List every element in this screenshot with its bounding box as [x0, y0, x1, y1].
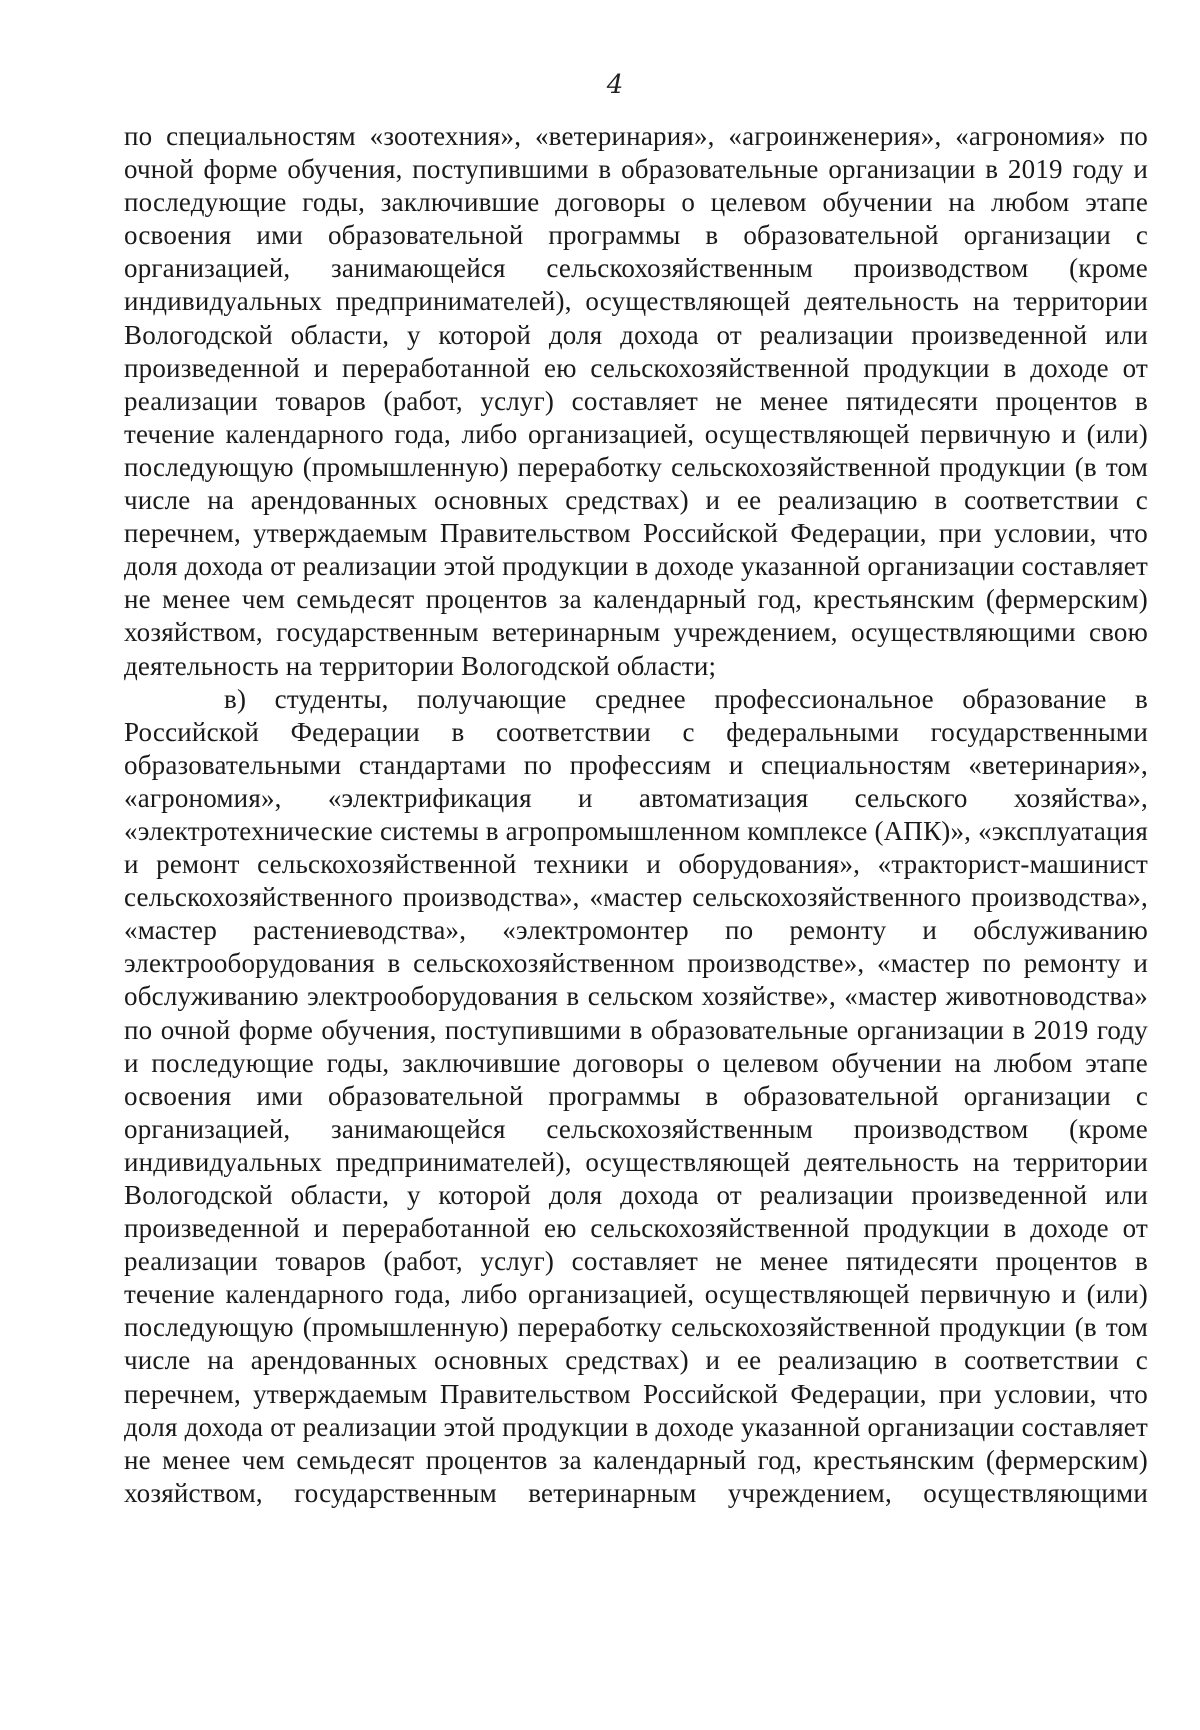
document-body [124, 120, 1148, 1510]
paragraph-item-v: в) студенты, получающие среднее профессиональное образование в Российской Федерации в соответствии с федеральными государственными образовательными стандартами по профессиям и специальностям «ветеринария», «агрономия», «электрификация и автоматизация сельского хозяйства», «электротехнические системы в агропромышленном комплексе (АПК)», «эксплуатация и ремонт сельскохозяйственной техники и оборудования», «тракторист-машинист сельскохозяйственного производства», «мастер сельскохозяйственного производства», «мастер растениеводства», «электромонтер по ремонту и обслуживанию электрооборудования в сельскохозяйственном производстве», «мастер по ремонту и обслуживанию электрооборудования в сельском хозяйстве», «мастер животноводства» по очной форме обучения, поступившими в образовательные организации в 2019 году и последующие годы, заключившие договоры о целевом обучении на любом этапе освоения ими образовательной программы в образовательной организации с организацией, занимающейся сельскохозяйственным производством (кроме индивидуальных предпринимателей), осуществляющей деятельность на территории Вологодской области, у которой доля дохода от реализации произведенной или произведенной и переработанной ею сельскохозяйственной продукции в доходе от реализации товаров (работ, услуг) составляет не менее пятидесяти процентов в течение календарного года, либо организацией, осуществляющей первичную и (или) последующую (промышленную) переработку сельскохозяйственной продукции (в том числе на арендованных основных средствах) и ее реализацию в соответствии с перечнем, утверждаемым Правительством Российской Федерации, при условии, что доля дохода от реализации этой продукции в доходе указанной организации составляет не менее чем семьдесят процентов за календарный год, крестьянским (фермерским) хозяйством, государственным ветеринарным учреждением, осуществляющими [124, 683, 1148, 1508]
paragraph-continuation: по специальностям «зоотехния», «ветеринария», «агроинженерия», «агрономия» по очной форме обучения, поступившими в образовательные организации в 2019 году и последующие годы, заключившие договоры о целевом обучении на любом этапе освоения ими образовательной программы в образовательной организации с организацией, занимающейся сельскохозяйственным производством (кроме индивидуальных предпринимателей), осуществляющей деятельность на территории Вологодской области, у которой доля дохода от реализации произведенной или произведенной и переработанной ею сельскохозяйственной продукции в доходе от реализации товаров (работ, услуг) составляет не менее пятидесяти процентов в течение календарного года, либо организацией, осуществляющей первичную и (или) последующую (промышленную) переработку сельскохозяйственной продукции (в том числе на арендованных основных средствах) и ее реализацию в соответствии с перечнем, утверждаемым Правительством Российской Федерации, при условии, что доля дохода от реализации этой продукции в доходе указанной организации составляет не менее чем семьдесят процентов за календарный год, крестьянским (фермерским) хозяйством, государственным ветеринарным учреждением, осуществляющими свою деятельность на территории Вологодской области; [124, 121, 1148, 681]
page-number: 4 [606, 70, 624, 100]
